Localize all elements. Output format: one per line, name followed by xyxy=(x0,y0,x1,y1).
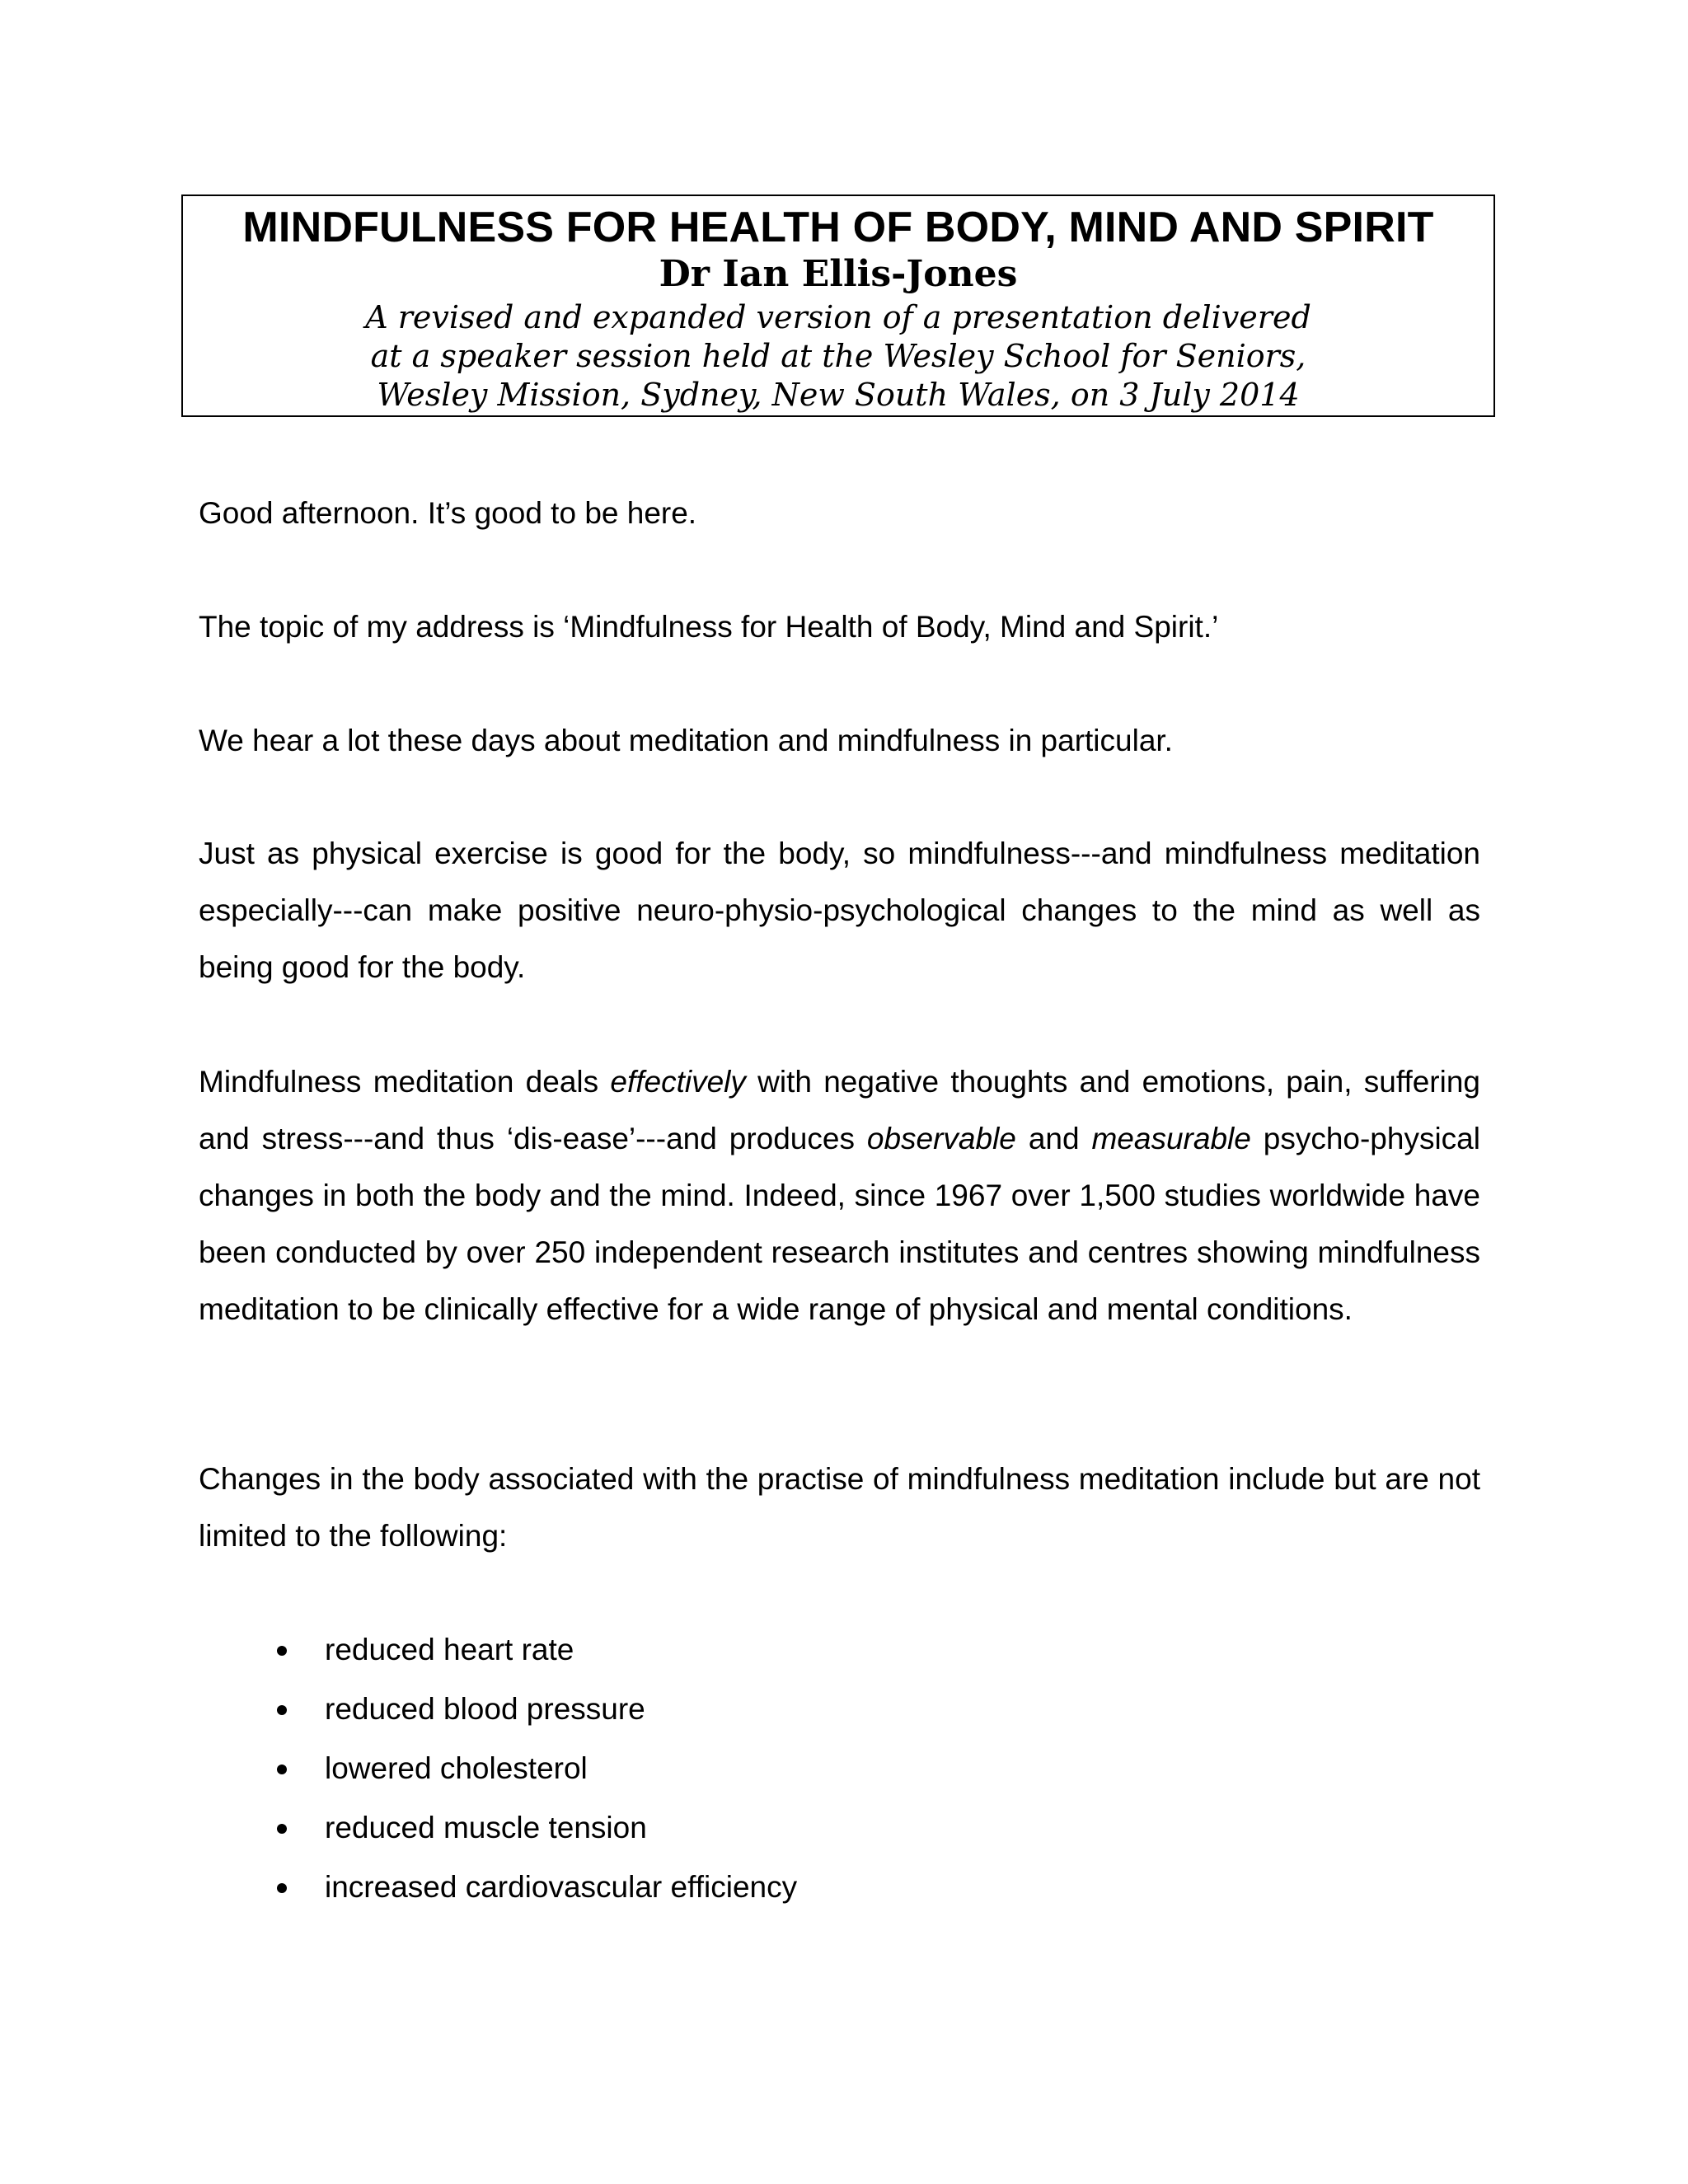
list-item-text: lowered cholesterol xyxy=(325,1751,588,1785)
paragraph-intro: We hear a lot these days about meditation and mindfulness in particular. xyxy=(199,724,1173,757)
paragraph-exercise: Just as physical exercise is good for the body, so mindfulness---and mindfulness meditation especially---can make positive neuro-physio-psychological changes to the mind as well as being good for the body. xyxy=(199,837,1480,984)
document-title: MINDFULNESS FOR HEALTH OF BODY, MIND AND SPIRIT xyxy=(242,204,1434,251)
title-box xyxy=(181,194,1495,417)
list-item-text: reduced heart rate xyxy=(325,1633,574,1666)
paragraph-changes: Changes in the body associated with the practise of mindfulness meditation include but are not limited to the following: xyxy=(199,1462,1480,1553)
emphasis-effectively: effectively xyxy=(610,1065,746,1099)
author-name: Dr Ian Ellis-Jones xyxy=(659,253,1018,295)
emphasis-measurable: measurable xyxy=(1091,1122,1251,1155)
bullet-icon xyxy=(277,1883,287,1893)
presentation-note-line: A revised and expanded version of a presentation delivered xyxy=(365,299,1311,335)
bullet-icon xyxy=(277,1765,287,1774)
bullet-icon xyxy=(277,1646,287,1656)
paragraph-research-text: Mindfulness meditation deals xyxy=(199,1065,611,1099)
bullet-icon xyxy=(277,1824,287,1834)
paragraph-research-text: psycho-physical changes in both the body and the mind. Indeed, since 1967 over 1,500 studies worldwide have been conducted by over 250 independent research institutes and centres showing mindfulness meditation to be clinically effective for a wide range of physical and mental conditions. xyxy=(199,1122,1480,1326)
emphasis-observable: observable xyxy=(866,1122,1016,1155)
list-item xyxy=(199,1798,1480,1858)
bullet-icon xyxy=(277,1705,287,1715)
presentation-note xyxy=(183,298,1493,415)
list-item xyxy=(199,1620,1480,1680)
presentation-note-line: at a speaker session held at the Wesley School for Seniors, xyxy=(370,338,1306,374)
list-item-text: reduced blood pressure xyxy=(325,1692,645,1726)
bullet-list xyxy=(199,1620,1480,1917)
list-item-text: increased cardiovascular efficiency xyxy=(325,1870,798,1904)
list-item xyxy=(199,1739,1480,1798)
paragraph-research-text: and xyxy=(1015,1122,1092,1155)
list-item xyxy=(199,1680,1480,1739)
paragraph-greeting: Good afternoon. It’s good to be here. xyxy=(199,496,697,530)
paragraph-research-text: with negative thoughts and emotions, pain, suffering and stress---and thus ‘dis-ease’---and produces xyxy=(199,1065,1480,1155)
paragraph-topic: The topic of my address is ‘Mindfulness for Health of Body, Mind and Spirit.’ xyxy=(199,610,1219,644)
list-item xyxy=(199,1858,1480,1917)
paragraph-research xyxy=(199,1053,1480,1338)
presentation-note-line: Wesley Mission, Sydney, New South Wales, on 3 July 2014 xyxy=(377,377,1300,413)
list-item-text: reduced muscle tension xyxy=(325,1811,647,1844)
